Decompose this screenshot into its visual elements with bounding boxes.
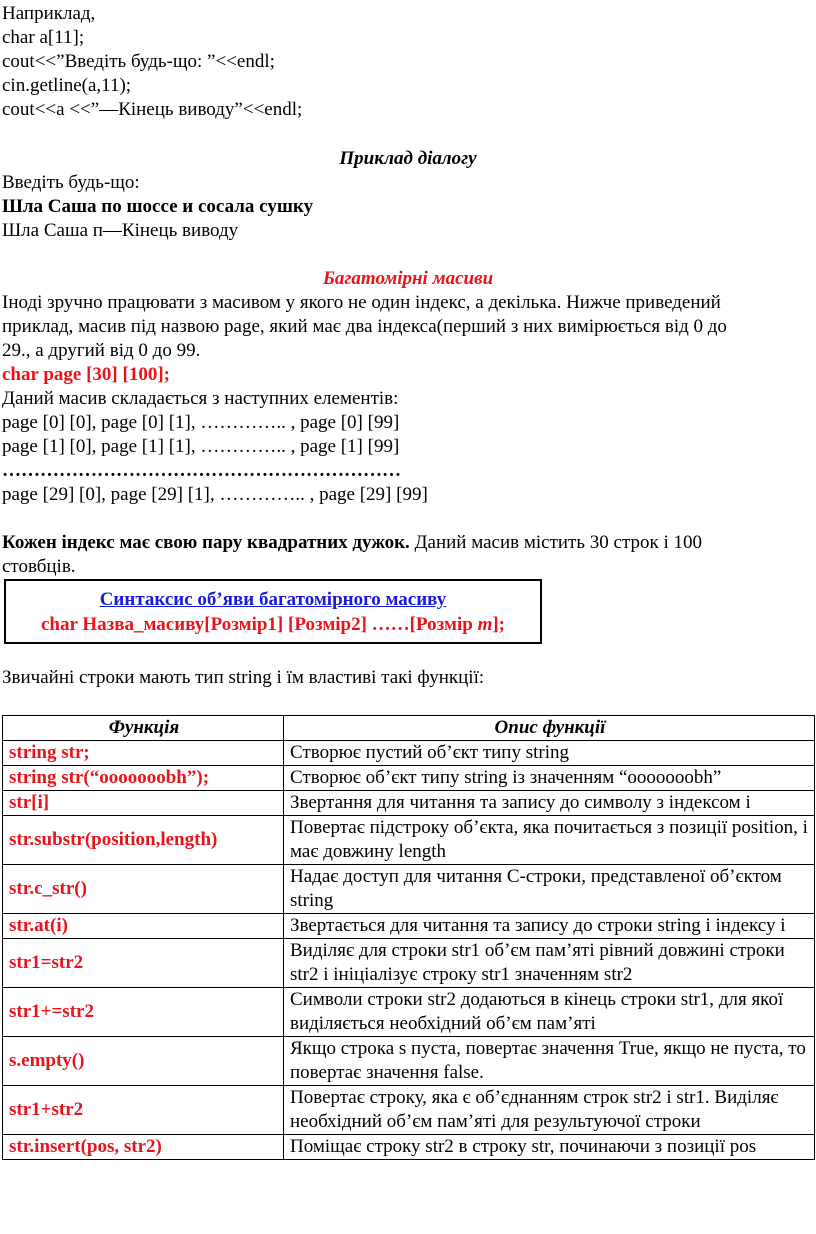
code-line: Наприклад, [2,3,96,24]
function-description: Створює пустий об’єкт типу string [284,741,815,766]
code-line: cin.getline(a,11); [2,75,132,96]
table-row [3,914,815,939]
function-description: Поміщає строку str2 в строку str, починаючи з позиції pos [284,1135,815,1160]
table-row [3,816,815,865]
array-declaration: char page [30] [100]; [2,364,170,385]
dialog-heading: Приклад діалогу [339,148,477,169]
syntax-code-m: m [477,614,493,635]
note-rest: Даний масив містить 30 строк і 100 [409,532,702,553]
table-row [3,1086,815,1135]
syntax-code-suffix: ]; [492,614,505,635]
function-name: s.empty() [3,1037,284,1086]
function-description: Символи строки str2 додаються в кінець строки str1, для якої виділяється необхідний об’єм пам’яті [284,988,815,1037]
element-row: page [0] [0], page [0] [1], ………….. , page [0] [99] [2,412,400,433]
function-description: Звертання для читання та запису до символу з індексом і [284,791,815,816]
table-row [3,791,815,816]
code-line: char a[11]; [2,27,85,48]
function-name: string str; [3,741,284,766]
function-name: str.c_str() [3,865,284,914]
function-name: string str(“ooooooobh”); [3,766,284,791]
function-description: Повертає строку, яка є об’єднанням строк str2 і str1. Виділяє необхідний об’єм пам’яті для результуючої строки [284,1086,815,1135]
table-header-row [3,716,815,741]
section-title: Багатомірні масиви [322,268,494,289]
string-functions-table [2,715,815,1160]
intro-line: 29., а другий від 0 до 99. [2,340,201,361]
function-name: str1+str2 [3,1086,284,1135]
intro-line: Іноді зручно працювати з масивом у якого не один індекс, а декілька. Нижче приведений [2,292,721,313]
table-row [3,939,815,988]
header-description: Опис функції [284,716,815,741]
syntax-title-link[interactable]: Синтаксис об’яви багатомірного масиву [99,589,447,610]
table-row [3,988,815,1037]
code-line: cout<<”Введіть будь-що: ”<<endl; [2,51,275,72]
strings-intro: Звичайні строки мають тип string і їм властиві такі функції: [2,667,485,688]
function-name: str.at(i) [3,914,284,939]
function-name: str1+=str2 [3,988,284,1037]
intro-line: приклад, масив під назвою page, який має два індекса(перший з них вимірюється від 0 до [2,316,727,337]
function-name: str.substr(position,length) [3,816,284,865]
elements-intro: Даний масив складається з наступних елементів: [2,388,399,409]
note-bold: Кожен індекс має свою пару квадратних дужок. [2,532,410,553]
element-ellipsis-row: ……………………………………………………… [2,460,401,481]
table-row [3,1037,815,1086]
syntax-code [6,613,540,637]
function-description: Надає доступ для читання С-строки, представленої об’єктом string [284,865,815,914]
dialog-output: Шла Саша п—Кінець виводу [2,220,239,241]
syntax-box [4,579,542,644]
syntax-code-prefix: char Назва_масиву[Розмір1] [Розмір2] ……[Розмір [40,614,478,635]
dialog-input: Шла Саша по шоссе и сосала сушку [2,196,314,217]
function-name: str[i] [3,791,284,816]
element-row: page [29] [0], page [29] [1], ………….. , page [29] [99] [2,484,428,505]
function-name: str1=str2 [3,939,284,988]
table-row [3,766,815,791]
table-row [3,865,815,914]
dialog-prompt: Введіть будь-що: [2,172,140,193]
table-row [3,741,815,766]
function-description: Повертає підстроку об’єкта, яка почитається з позиції position, і має довжину length [284,816,815,865]
function-description: Якщо строка s пуста, повертає значення True, якщо не пуста, то повертає значення false. [284,1037,815,1086]
header-function: Функція [3,716,284,741]
note-line [2,531,702,555]
note-line-2: стовбців. [2,556,76,577]
function-description: Звертається для читання та запису до строки string і індексу і [284,914,815,939]
table-row [3,1135,815,1160]
code-line: cout<<a <<”—Кінець виводу”<<endl; [2,99,303,120]
element-row: page [1] [0], page [1] [1], ………….. , page [1] [99] [2,436,400,457]
function-name: str.insert(pos, str2) [3,1135,284,1160]
function-description: Виділяє для строки str1 об’єм пам’яті рівний довжині строки str2 і ініціалізує строку str1 значенням str2 [284,939,815,988]
function-description: Створює об’єкт типу string із значенням “ooooooobh” [284,766,815,791]
